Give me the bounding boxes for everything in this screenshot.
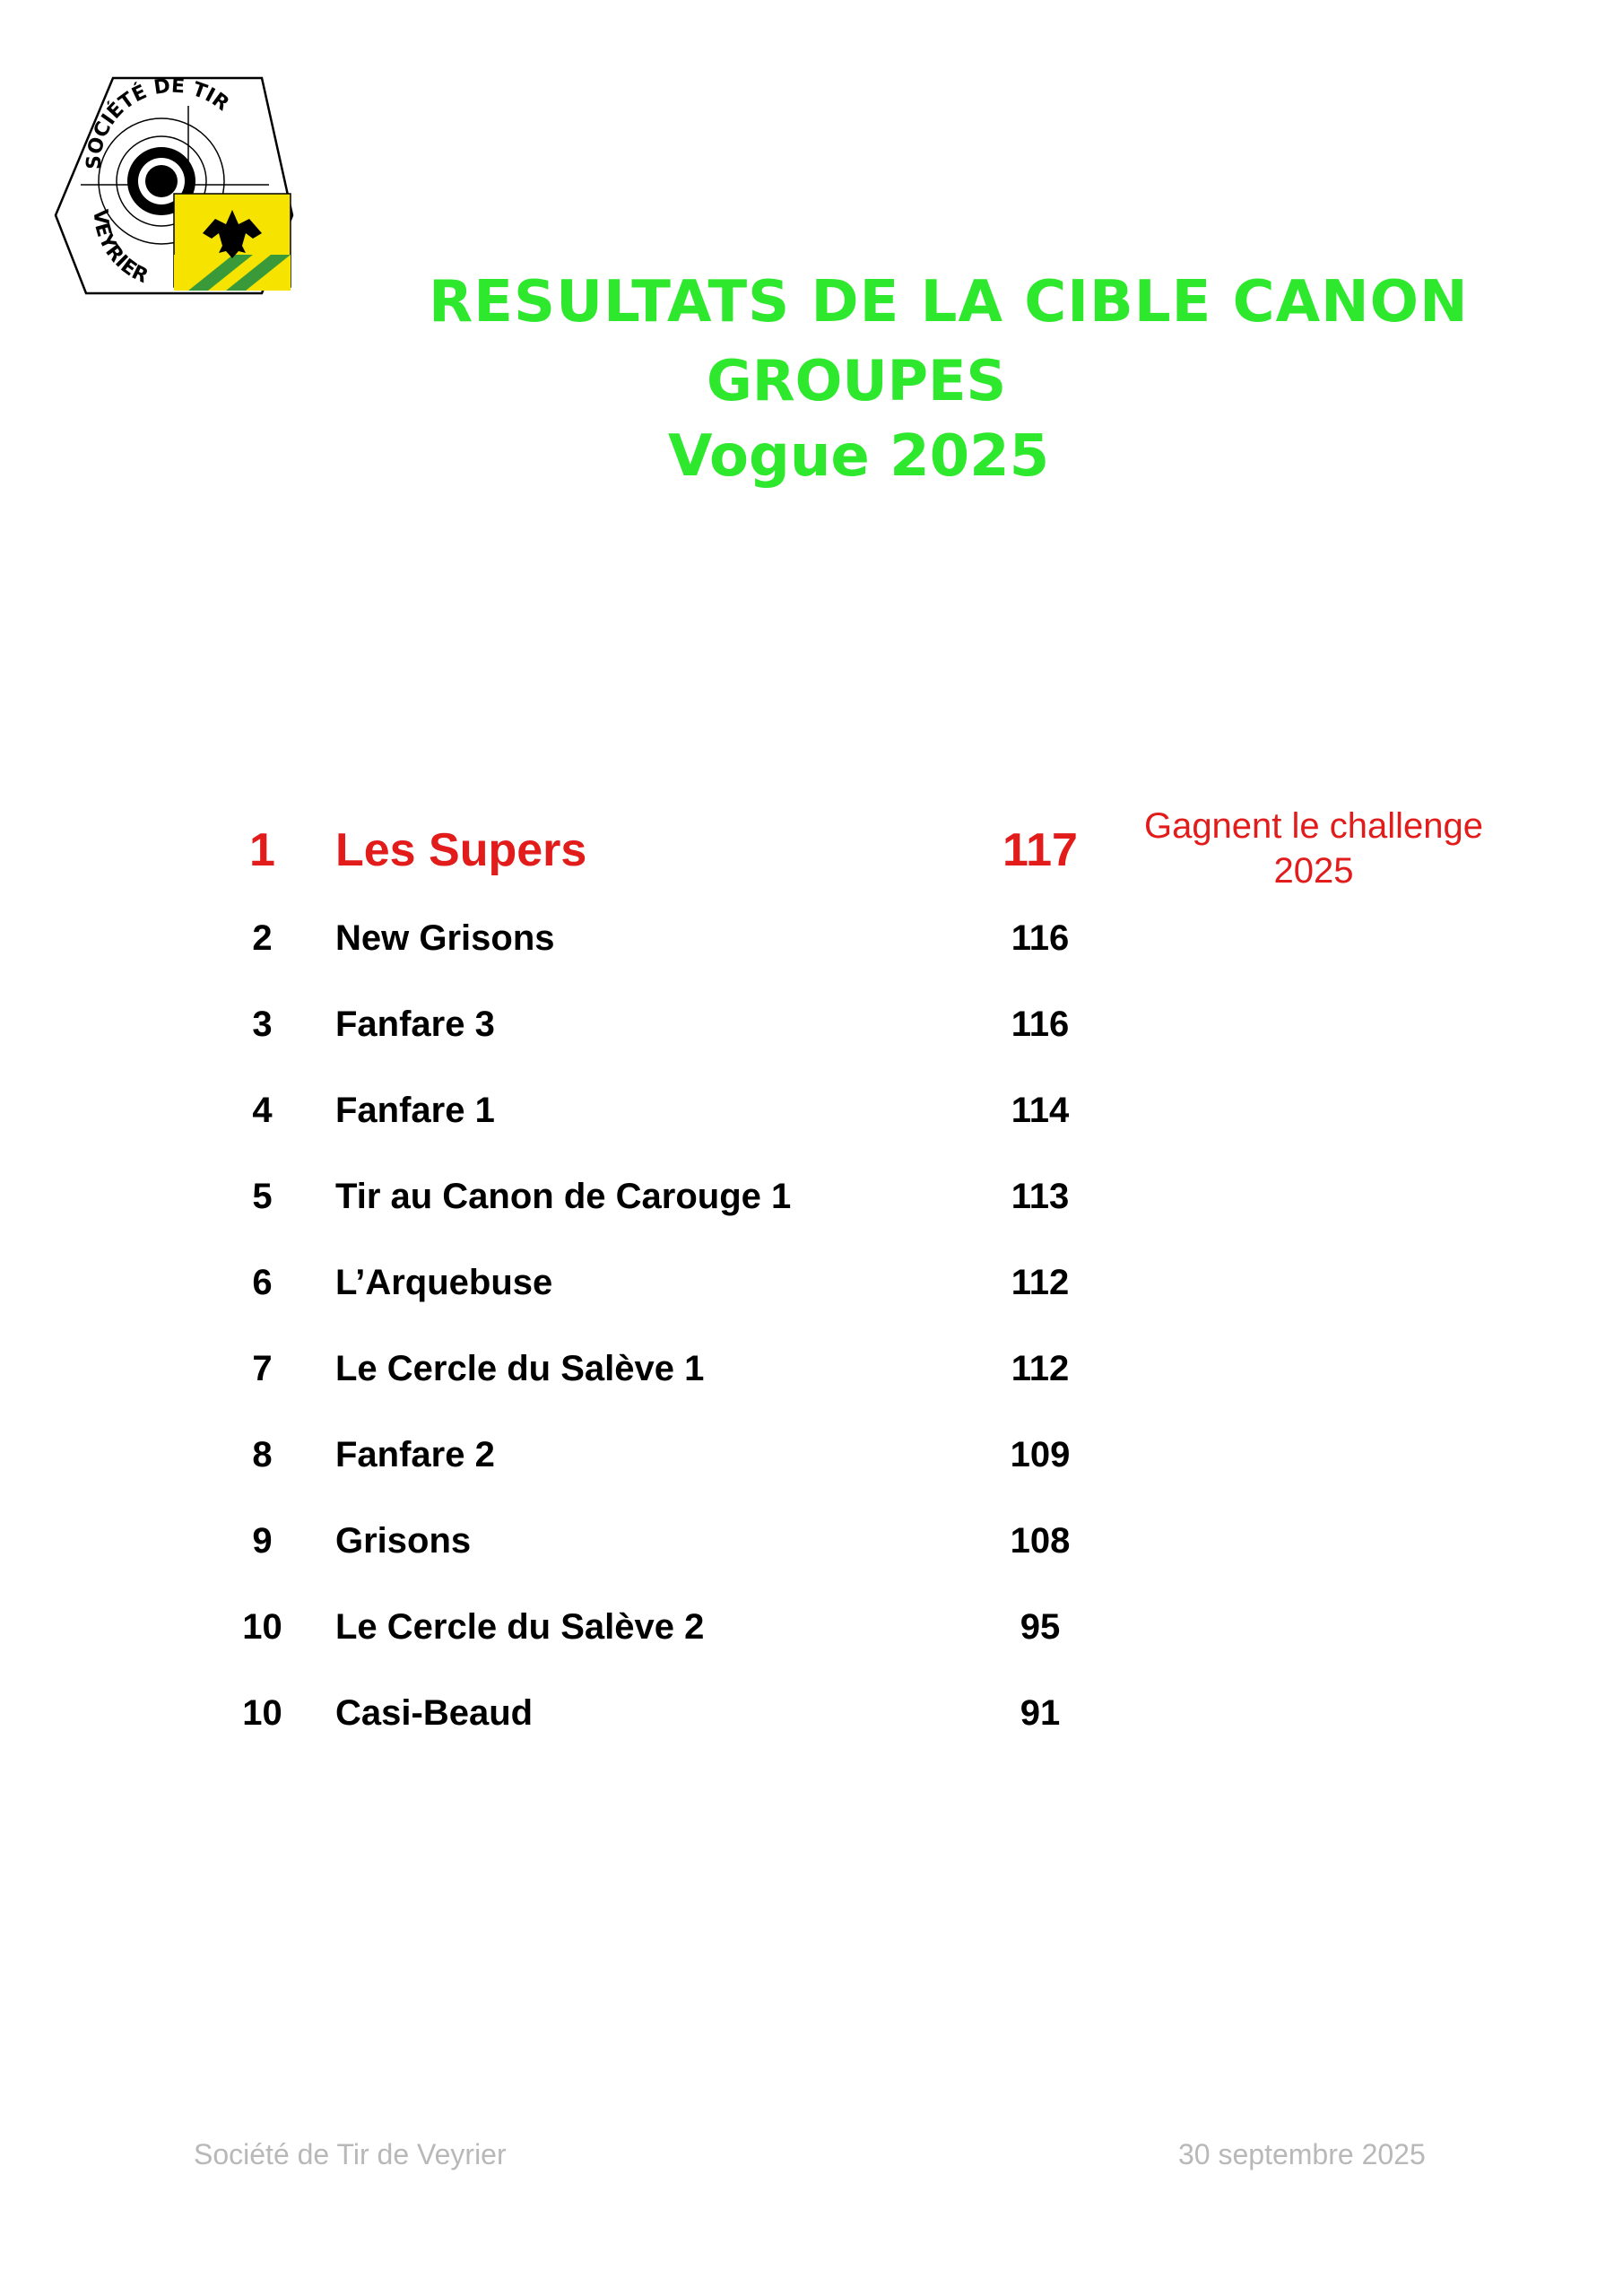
team-name: Fanfare 1: [335, 1091, 495, 1130]
result-row: [0, 1521, 1623, 1584]
result-row: [0, 1349, 1623, 1412]
winner-note-line-1: Gagnent le challenge: [1143, 806, 1484, 846]
logo-text-top: SOCIÉTÉ DE TIR: [82, 75, 233, 170]
rank: 2: [252, 918, 273, 958]
rank: 3: [252, 1004, 273, 1044]
team-name: Le Cercle du Salève 2: [335, 1607, 705, 1647]
result-row: [0, 918, 1623, 981]
winner-note-line-2: 2025: [1273, 851, 1354, 891]
rank: 1: [249, 824, 275, 876]
team-name: Tir au Canon de Carouge 1: [335, 1177, 792, 1216]
score: 112: [1011, 1263, 1070, 1302]
logo-text-bottom: VEYRIER: [88, 208, 152, 289]
result-row: [0, 1004, 1623, 1067]
rank: 9: [252, 1521, 273, 1561]
score: 91: [1020, 1693, 1061, 1733]
team-name: L’Arquebuse: [335, 1263, 553, 1302]
result-row: [0, 1607, 1623, 1670]
rank: 4: [252, 1091, 273, 1130]
score: 112: [1011, 1349, 1070, 1388]
score: 95: [1020, 1607, 1061, 1647]
team-name: Casi-Beaud: [335, 1693, 534, 1733]
score: 114: [1011, 1091, 1070, 1130]
title-line-3: Vogue 2025: [668, 423, 1050, 490]
result-row: [0, 1693, 1623, 1756]
score: 113: [1011, 1177, 1070, 1216]
score: 116: [1011, 918, 1070, 958]
rank: 10: [242, 1693, 282, 1733]
title-line-1: RESULTATS DE LA CIBLE CANON: [429, 269, 1469, 335]
rank: 10: [242, 1607, 282, 1647]
rank: 5: [252, 1177, 273, 1216]
result-row: [0, 1263, 1623, 1326]
result-row: [0, 1435, 1623, 1498]
team-name: Grisons: [335, 1521, 472, 1561]
footer-date: 30 septembre 2025: [1178, 2138, 1426, 2170]
winner-note: [1112, 804, 1515, 893]
club-logo: [54, 75, 294, 296]
footer-organization: Société de Tir de Veyrier: [194, 2138, 507, 2170]
team-name: New Grisons: [335, 918, 555, 958]
team-name: Le Cercle du Salève 1: [335, 1349, 705, 1388]
team-name: Les Supers: [335, 824, 587, 876]
rank: 8: [252, 1435, 273, 1474]
score: 109: [1010, 1435, 1071, 1474]
team-name: Fanfare 3: [335, 1004, 495, 1044]
score: 117: [1002, 824, 1078, 876]
team-name: Fanfare 2: [335, 1435, 495, 1474]
result-row: [0, 1091, 1623, 1153]
title-line-2: GROUPES: [707, 348, 1007, 413]
result-row: [0, 1177, 1623, 1239]
score: 108: [1010, 1521, 1071, 1561]
rank: 6: [252, 1263, 273, 1302]
rank: 7: [252, 1349, 273, 1388]
score: 116: [1011, 1004, 1070, 1044]
